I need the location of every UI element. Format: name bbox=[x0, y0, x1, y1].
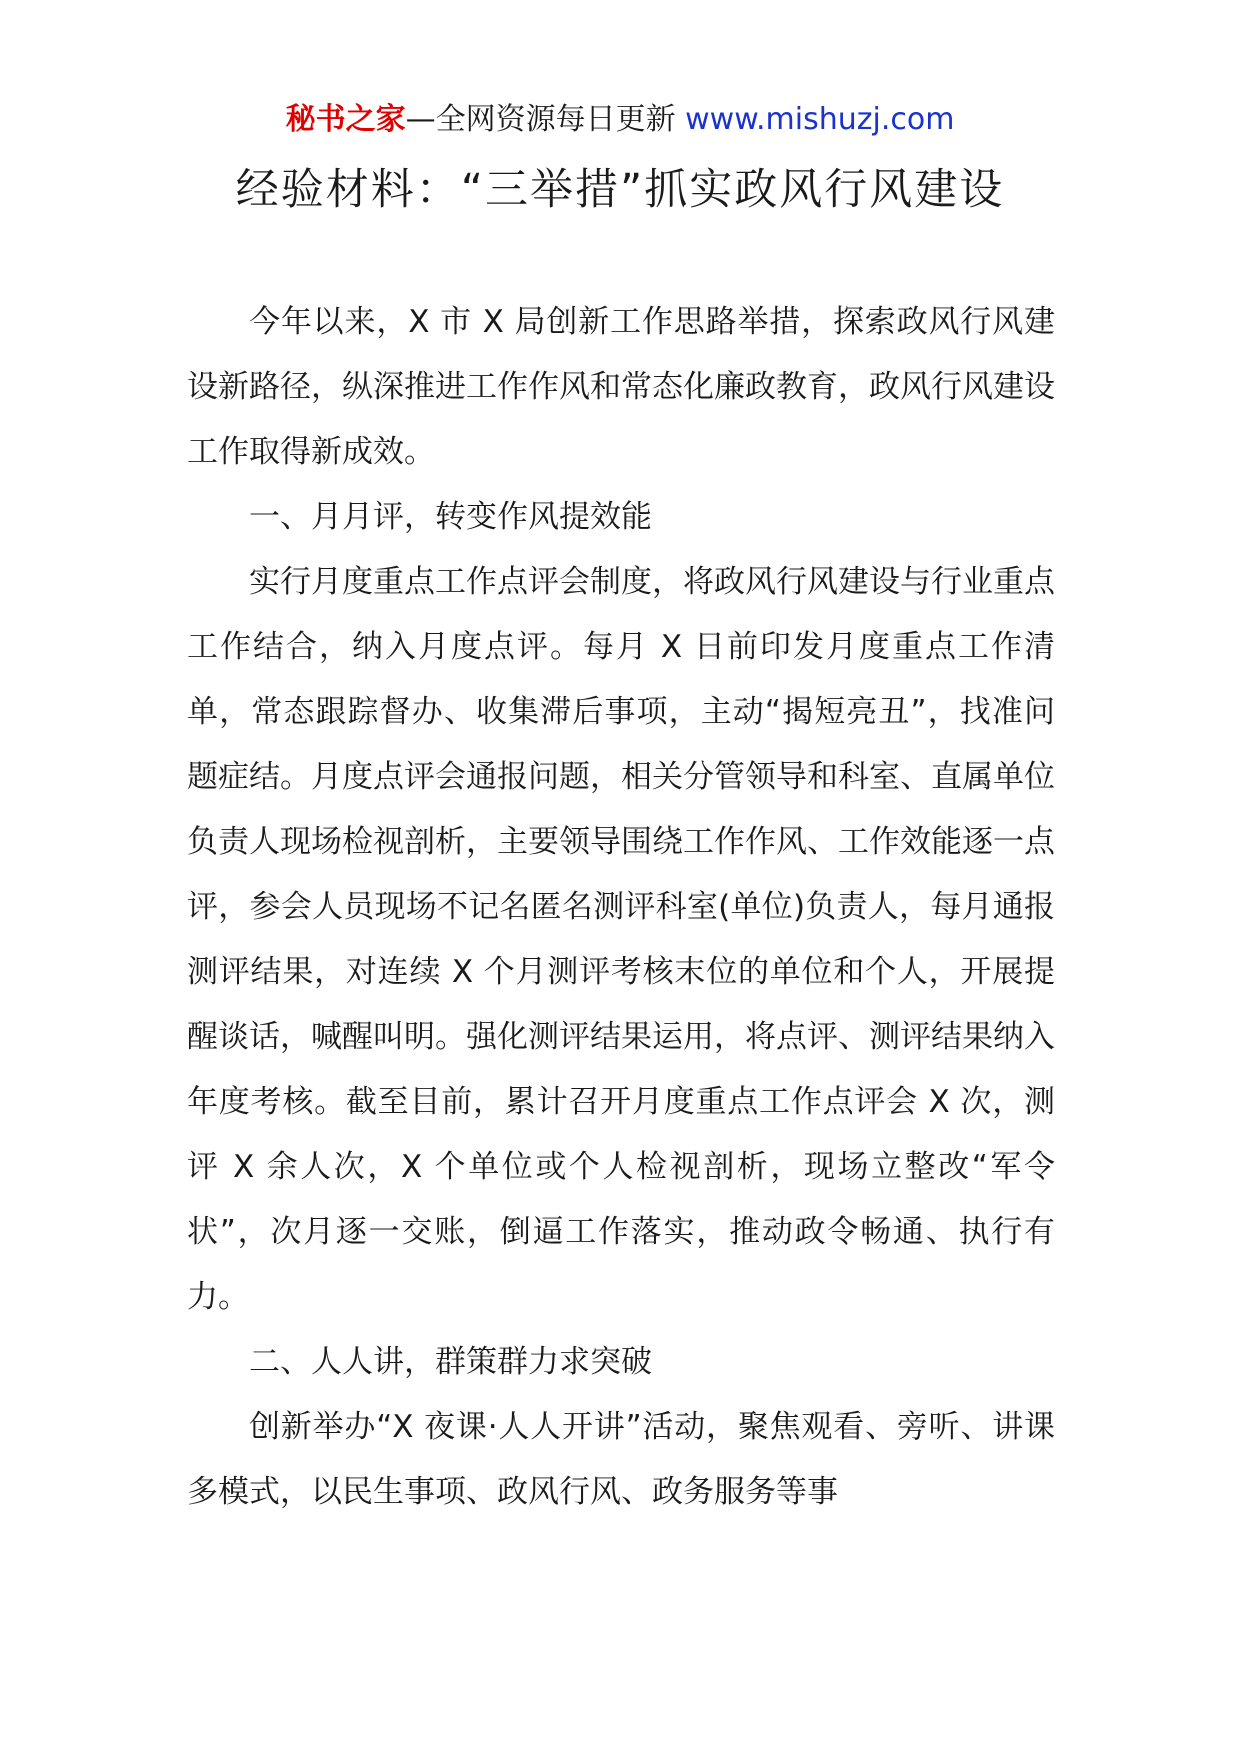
document-title: 经验材料：“三举措”抓实政风行风建设 bbox=[235, 165, 1005, 215]
intro-paragraph: 今年以来，X 市 X 局创新工作思路举措，探索政风行风建设新路径，纵深推进工作作风和常态化廉政教育，政风行风建设工作取得新成效。 bbox=[187, 304, 1055, 470]
site-slogan: —全网资源每日更新 bbox=[405, 102, 676, 137]
site-header bbox=[0, 100, 1240, 140]
site-url-link[interactable]: www.mishuzj.com bbox=[685, 102, 955, 137]
section-heading-2: 二、人人讲，群策群力求突破 bbox=[249, 1344, 652, 1380]
document-body bbox=[187, 290, 1055, 1525]
brand-name: 秘书之家 bbox=[285, 102, 406, 137]
section-heading-1: 一、月月评，转变作风提效能 bbox=[249, 499, 652, 535]
section-2-paragraph: 创新举办“X 夜课·人人开讲”活动，聚焦观看、旁听、讲课多模式，以民生事项、政风行风、政务服务等事 bbox=[187, 1409, 1055, 1510]
section-1-paragraph: 实行月度重点工作点评会制度，将政风行风建设与行业重点工作结合，纳入月度点评。每月 X 日前印发月度重点工作清单，常态跟踪督办、收集滞后事项，主动“揭短亮丑”，找准问题症结。月度点评会通报问题，相关分管领导和科室、直属单位负责人现场检视剖析，主要领导围绕工作作风、工作效能逐一点评，参会人员现场不记名匿名测评科室(单位)负责人，每月通报测评结果，对连续 X 个月测评考核末位的单位和个人，开展提醒谈话，喊醒叫明。强化测评结果运用，将点评、测评结果纳入年度考核。截至目前，累计召开月度重点工作点评会 X 次，测评 X 余人次，X 个单位或个人检视剖析，现场立整改“军令状”，次月逐一交账，倒逼工作落实，推动政令畅通、执行有力。 bbox=[187, 564, 1055, 1315]
